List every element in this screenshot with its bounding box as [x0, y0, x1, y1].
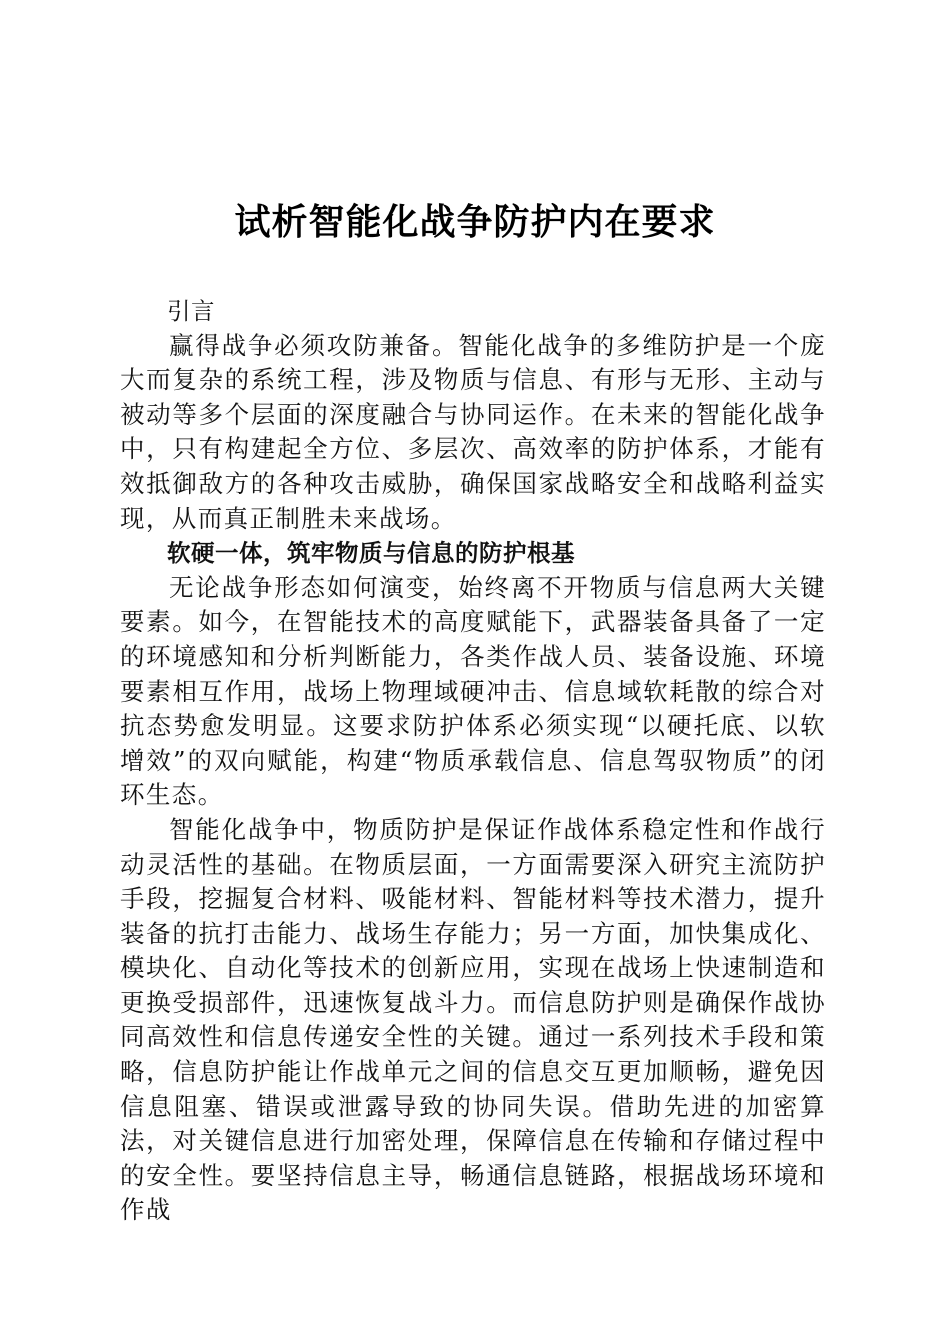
- intro-paragraph: 赢得战争必须攻防兼备。智能化战争的多维防护是一个庞大而复杂的系统工程，涉及物质与信息、有形与无形、主动与被动等多个层面的深度融合与协同运作。在未来的智能化战争中，只有构建起全方位、多层次、高效率的防护体系，才能有效抵御敌方的各种攻击威胁，确保国家战略安全和战略利益实现，从而真正制胜未来战场。: [120, 330, 826, 533]
- section1-paragraph-2: 智能化战争中，物质防护是保证作战体系稳定性和作战行动灵活性的基础。在物质层面，一方面需要深入研究主流防护手段，挖掘复合材料、吸能材料、智能材料等技术潜力，提升装备的抗打击能力、战场生存能力；另一方面，加快集成化、模块化、自动化等技术的创新应用，实现在战场上快速制造和更换受损部件，迅速恢复战斗力。而信息防护则是确保作战协同高效性和信息传递安全性的关键。通过一系列技术手段和策略，信息防护能让作战单元之间的信息交互更加顺畅，避免因信息阻塞、错误或泄露导致的协同失误。借助先进的加密算法，对关键信息进行加密处理，保障信息在传输和存储过程中的安全性。要坚持信息主导，畅通信息链路，根据战场环境和作战: [120, 814, 826, 1225]
- section1-paragraph-1: 无论战争形态如何演变，始终离不开物质与信息两大关键要素。如今，在智能技术的高度赋能下，武器装备具备了一定的环境感知和分析判断能力，各类作战人员、装备设施、环境要素相互作用，战场上物理域硬冲击、信息域软耗散的综合对抗态势愈发明显。这要求防护体系必须实现“以硬托底、以软增效”的双向赋能，构建“物质承载信息、信息驾驭物质”的闭环生态。: [120, 572, 826, 810]
- document-title: 试析智能化战争防护内在要求: [234, 201, 716, 243]
- section1-heading: 软硬一体，筑牢物质与信息的防护根基: [167, 539, 575, 568]
- intro-heading: 引言: [167, 297, 215, 325]
- document-body: [120, 294, 826, 1228]
